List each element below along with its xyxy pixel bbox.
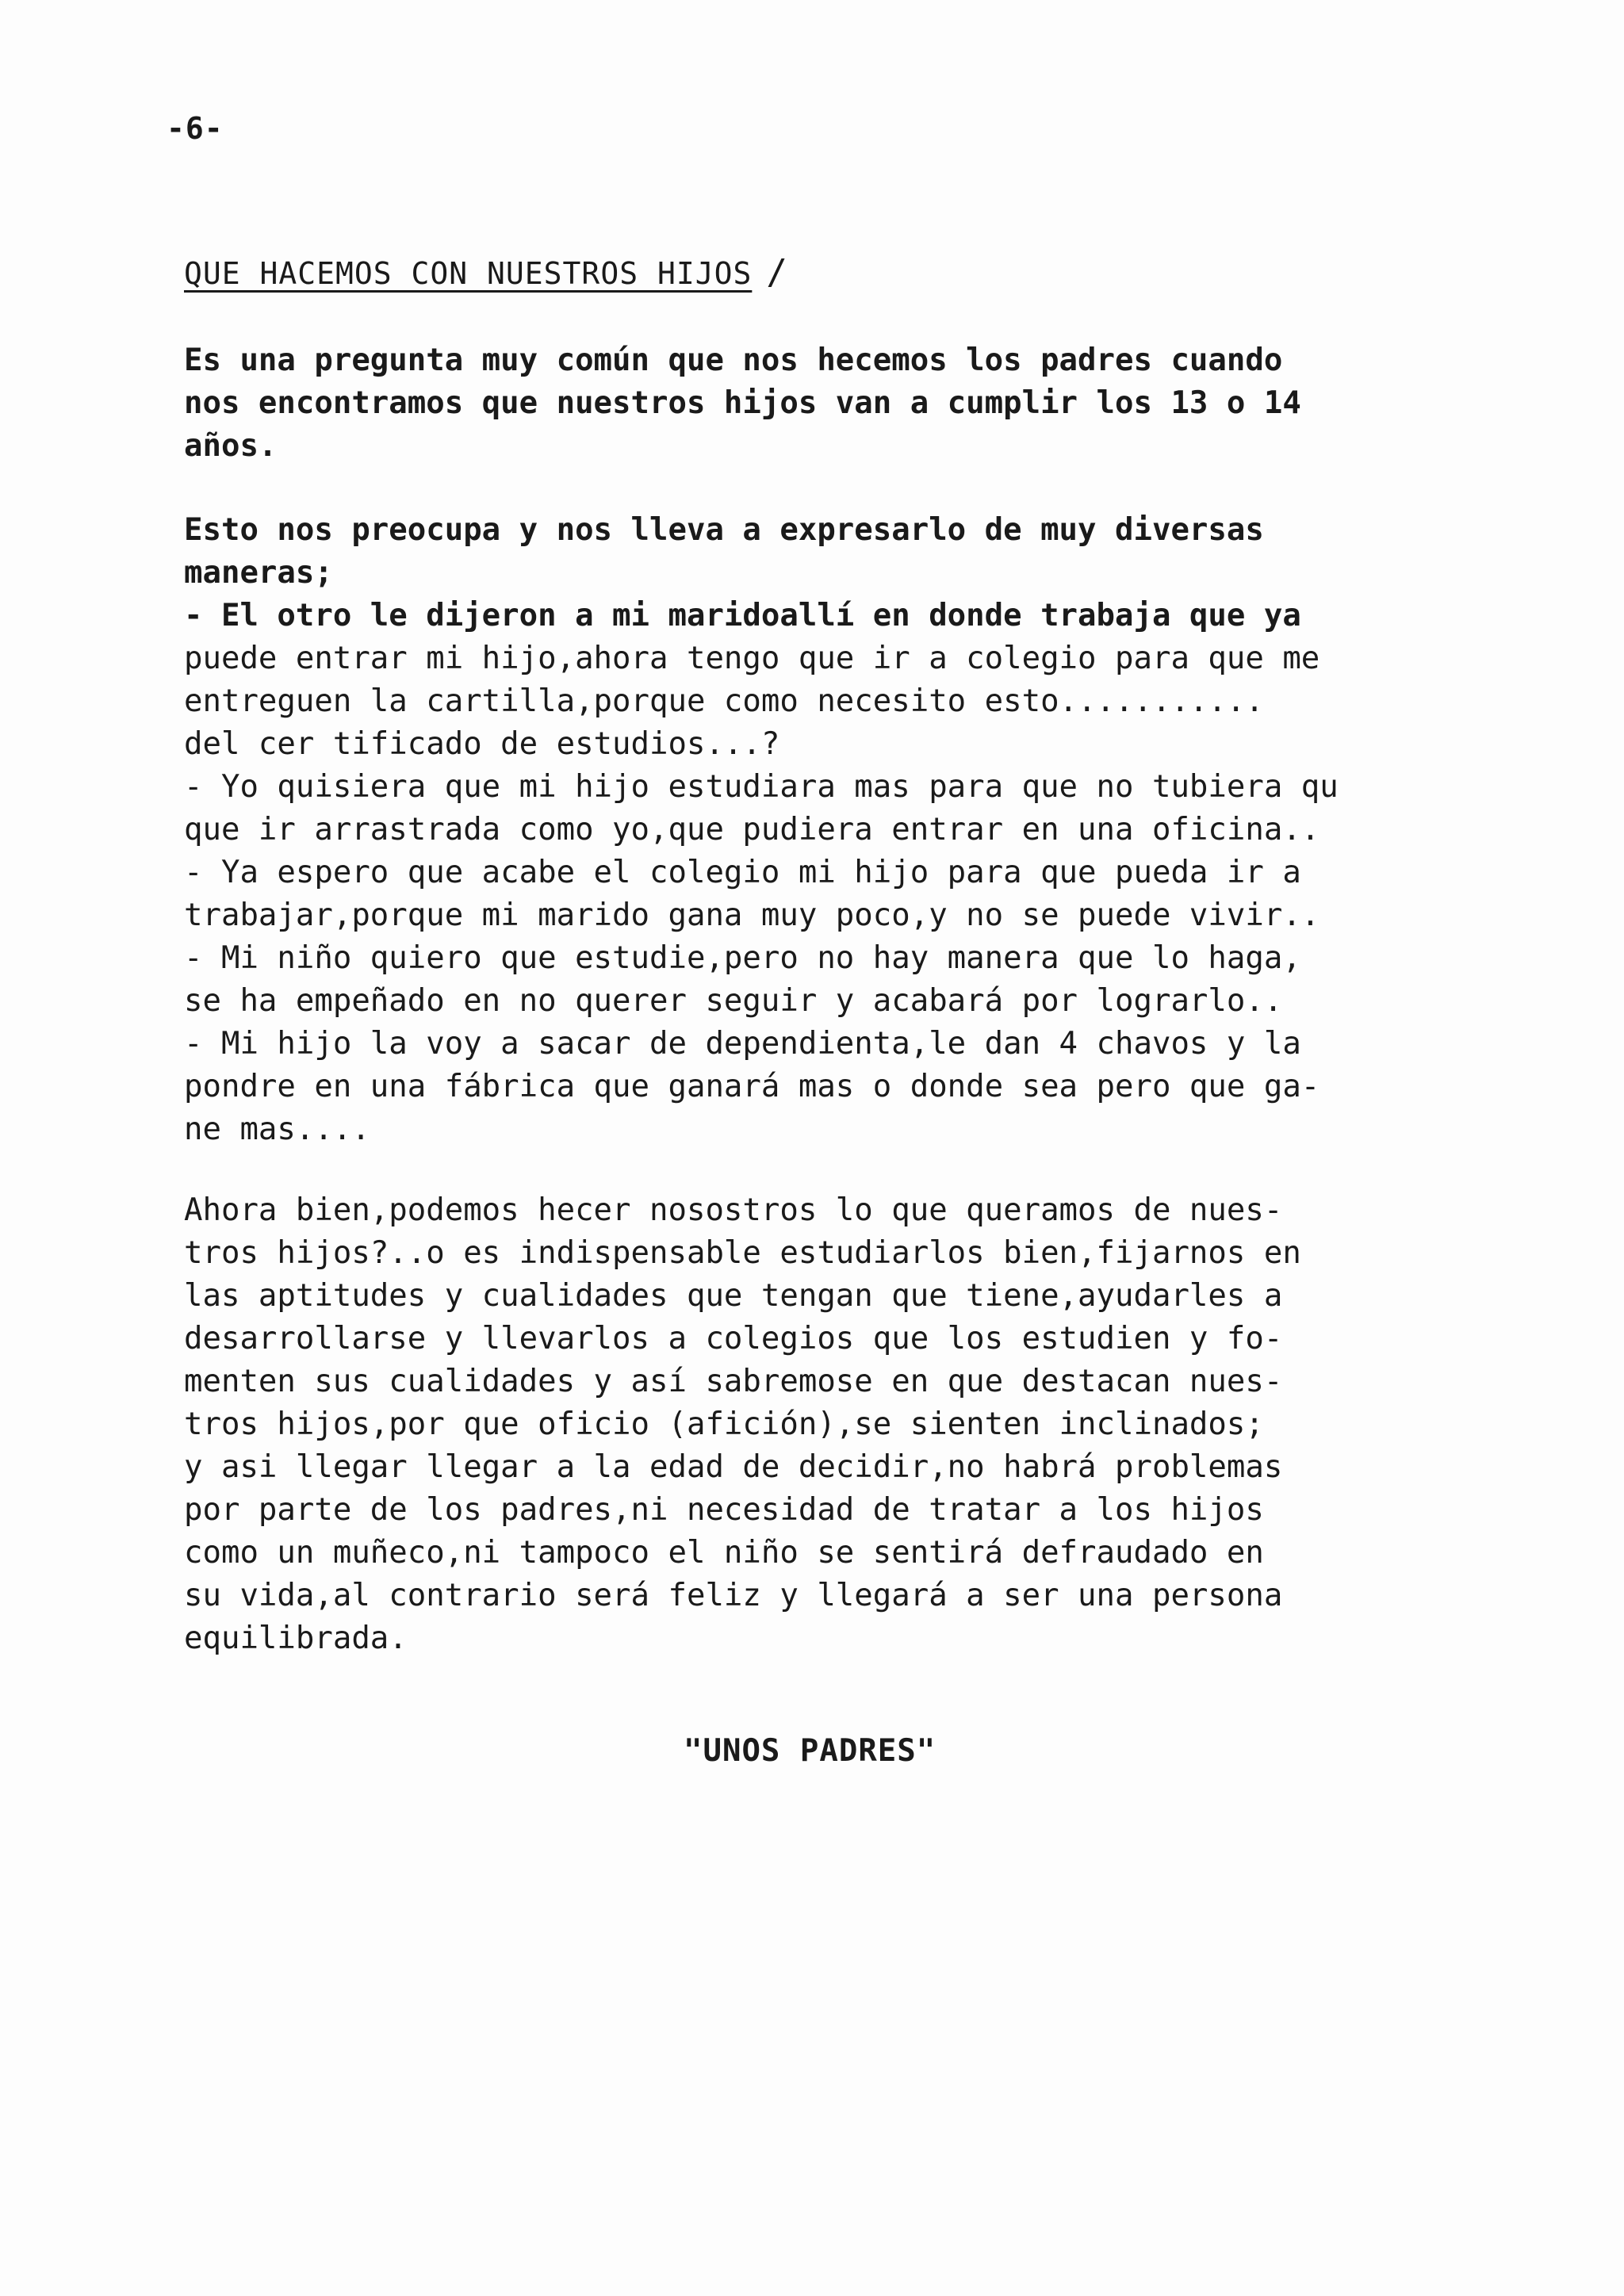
- reflection-paragraph: [184, 1189, 1516, 1660]
- dialogue-line: - Ya espero que acabe el colegio mi hijo para que pueda ir a: [184, 855, 1301, 890]
- reflection-line: por parte de los padres,ni necesidad de tratar a los hijos: [184, 1492, 1264, 1528]
- dialogue-line: entreguen la cartilla,porque como necesito esto...........: [184, 683, 1264, 719]
- dialogue-line: que ir arrastrada como yo,que pudiera entrar en una oficina..: [184, 812, 1320, 848]
- article-title-text: QUE HACEMOS CON NUESTROS HIJOS: [184, 256, 753, 291]
- dialogue-line: - El otro le dijeron a mi maridoallí en donde trabaja que ya: [184, 598, 1301, 633]
- reflection-line: desarrollarse y llevarlos a colegios que los estudien y fo-: [184, 1321, 1283, 1357]
- page-number: -6-: [167, 111, 224, 146]
- intro-paragraph: [184, 339, 1516, 468]
- signature: "UNOS PADRES": [684, 1733, 936, 1769]
- dialogue-line: puede entrar mi hijo,ahora tengo que ir a colegio para que me: [184, 641, 1320, 676]
- reflection-line: las aptitudes y cualidades que tengan que tiene,ayudarles a: [184, 1278, 1283, 1314]
- dialogue-line: - Mi niño quiero que estudie,pero no hay manera que lo haga,: [184, 940, 1301, 976]
- dialogue-line: ne mas....: [184, 1112, 370, 1147]
- dialogue-line: del cer tificado de estudios...?: [184, 726, 780, 762]
- reflection-line: su vida,al contrario será feliz y llegará a ser una persona: [184, 1578, 1283, 1613]
- intro-line: años.: [184, 428, 278, 464]
- reflection-line: tros hijos,por que oficio (afición),se sienten inclinados;: [184, 1406, 1264, 1442]
- dialogue-paragraph: [184, 509, 1516, 1151]
- dialogue-line: Esto nos preocupa y nos lleva a expresarlo de muy diversas: [184, 512, 1264, 548]
- reflection-line: tros hijos?..o es indispensable estudiarlos bien,fijarnos en: [184, 1235, 1301, 1271]
- dialogue-line: - Mi hijo la voy a sacar de dependienta,le dan 4 chavos y la: [184, 1026, 1301, 1062]
- reflection-line: equilibrada.: [184, 1621, 408, 1656]
- dialogue-line: maneras;: [184, 555, 333, 591]
- title-slash-mark: /: [766, 252, 788, 293]
- dialogue-line: - Yo quisiera que mi hijo estudiara mas para que no tubiera qu: [184, 769, 1339, 805]
- intro-line: Es una pregunta muy común que nos hecemos los padres cuando: [184, 342, 1283, 378]
- reflection-line: como un muñeco,ni tampoco el niño se sentirá defraudado en: [184, 1535, 1264, 1571]
- dialogue-line: se ha empeñado en no querer seguir y acabará por lograrlo..: [184, 983, 1283, 1019]
- reflection-line: menten sus cualidades y así sabremose en que destacan nues-: [184, 1364, 1283, 1399]
- reflection-line: y asi llegar llegar a la edad de decidir,no habrá problemas: [184, 1449, 1283, 1485]
- intro-line: nos encontramos que nuestros hijos van a cumplir los 13 o 14: [184, 385, 1301, 421]
- article-title: [184, 252, 788, 293]
- dialogue-line: pondre en una fábrica que ganará mas o donde sea pero que ga-: [184, 1069, 1320, 1104]
- dialogue-line: trabajar,porque mi marido gana muy poco,y no se puede vivir..: [184, 897, 1320, 933]
- reflection-line: Ahora bien,podemos hecer nosostros lo que queramos de nues-: [184, 1192, 1283, 1228]
